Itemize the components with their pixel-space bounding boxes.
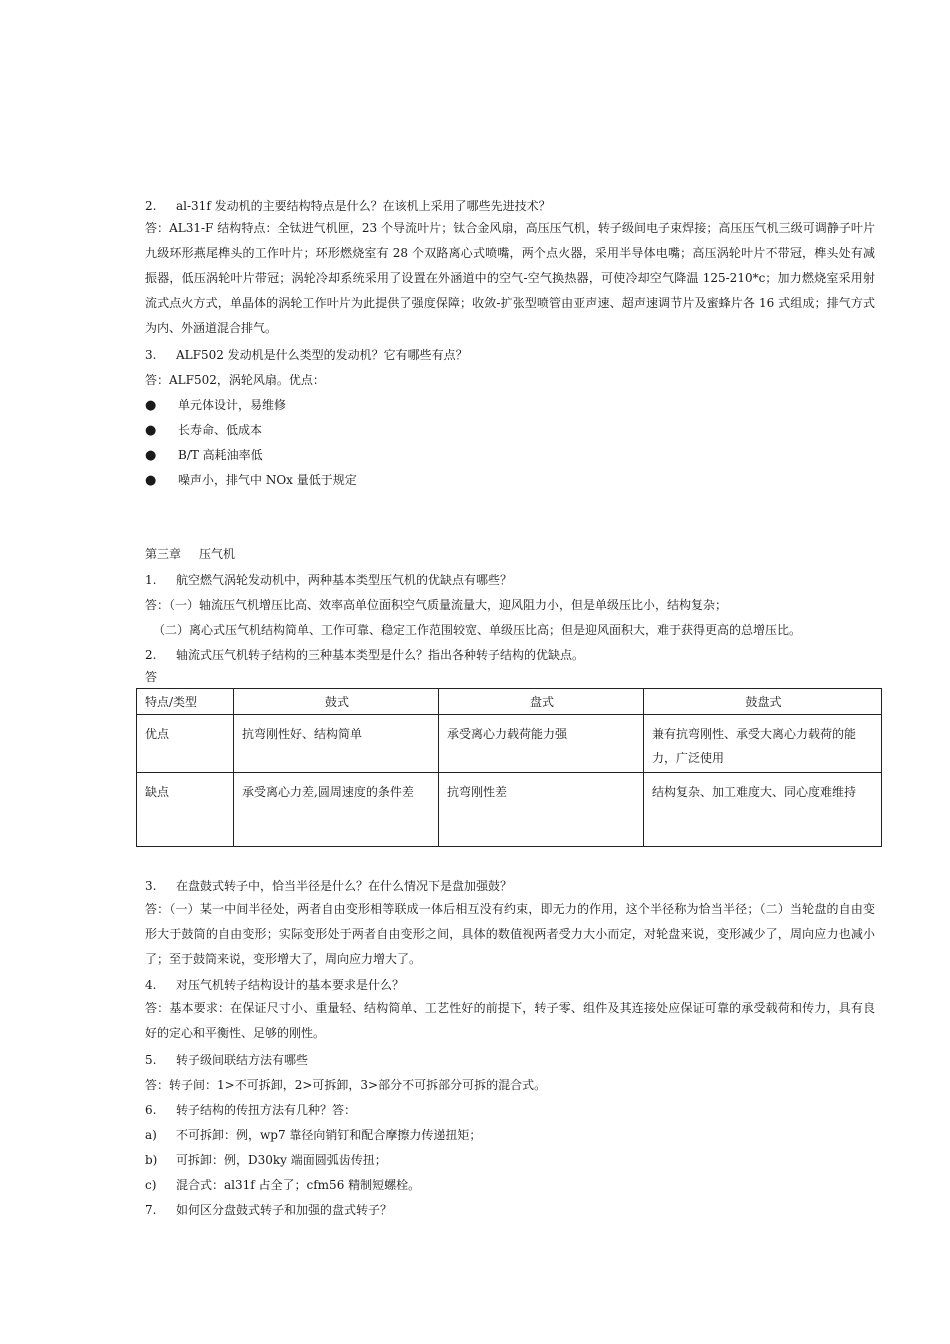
q3-title: ALF502 发动机是什么类型的发动机？它有哪些有点？ bbox=[176, 348, 468, 362]
table-cell: 承受离心力载荷能力强 bbox=[439, 715, 644, 773]
bullet-text: 单元体设计，易维修 bbox=[178, 398, 287, 412]
c7-title: 如何区分盘鼓式转子和加强的盘式转子？ bbox=[176, 1203, 393, 1217]
bullet-item bbox=[145, 472, 875, 489]
list-item bbox=[145, 1177, 875, 1193]
c4-answer: 答：基本要求：在保证尺寸小、重量轻、结构简单、工艺性好的前提下，转子零、组件及其连接处应保证可靠的承受载荷和传力，具有良好的定心和平衡性、足够的刚性。 bbox=[145, 1001, 875, 1040]
table-cell: 抗弯刚性好、结构简单 bbox=[234, 715, 439, 773]
table-cell: 优点 bbox=[137, 715, 234, 773]
list-marker: b) bbox=[145, 1153, 158, 1167]
bullet-item bbox=[145, 397, 875, 414]
list-item bbox=[145, 1127, 875, 1143]
list-marker: a) bbox=[145, 1128, 157, 1142]
bullet-text: 噪声小，排气中 NOx 量低于规定 bbox=[178, 473, 357, 487]
c3-number: 3. bbox=[145, 879, 157, 893]
table-header-row bbox=[137, 689, 882, 715]
table-row-disadvantages bbox=[137, 773, 882, 847]
c1-question bbox=[145, 572, 875, 588]
q2-question bbox=[145, 198, 875, 214]
list-text: 混合式：al31f 占全了；cfm56 精制短螺栓。 bbox=[176, 1178, 421, 1192]
table-header-cell: 鼓式 bbox=[234, 689, 439, 715]
q2-answer: 答：AL31-F 结构特点：全钛进气机匣，23 个导流叶片；钛合金风扇，高压压气机，转子级间电子束焊接；高压压气机三级可调静子叶片九级环形燕尾榫头的工作叶片；环形燃烧室有 28 个双路离心式喷嘴，两个点火器，采用半导体电嘴；高压涡轮叶片不带冠，榫头处有减振器，低压涡轮叶片带冠；涡轮冷却系统采用了设置在外涵道中的空气-空气换热器，可使冷却空气降温 125-210*c；加力燃烧室采用射流式点火方式，单晶体的涡轮工作叶片为此提供了强度保障；收敛-扩张型喷管由亚声速、超声速调节片及蜜蜂片各 16 式组成；排气方式为内、外涵道混合排气。 bbox=[145, 221, 875, 335]
c7-question bbox=[145, 1202, 875, 1218]
c1-answer-b: （二）离心式压气机结构简单、工作可靠、稳定工作范围较宽、单级压比高；但是迎风面积大，难于获得更高的总增压比。 bbox=[153, 623, 802, 637]
bullet-icon: ● bbox=[145, 448, 157, 463]
bullet-text: B/T 高耗油率低 bbox=[178, 448, 263, 462]
c5-title: 转子级间联结方法有哪些 bbox=[176, 1053, 309, 1067]
bullet-icon: ● bbox=[145, 398, 157, 413]
c5-number: 5. bbox=[145, 1053, 157, 1067]
rotor-comparison-table bbox=[136, 688, 882, 847]
table-row-advantages bbox=[137, 715, 882, 773]
list-text: 不可拆卸：例，wp7 靠径向销钉和配合摩擦力传递扭矩； bbox=[176, 1128, 482, 1142]
c3-title: 在盘鼓式转子中，恰当半径是什么？在什么情况下是盘加强鼓？ bbox=[176, 879, 513, 893]
bullet-text: 长寿命、低成本 bbox=[178, 423, 263, 437]
c4-title: 对压气机转子结构设计的基本要求是什么？ bbox=[176, 978, 405, 992]
c5-answer: 答：转子间：1>不可拆卸，2>可拆卸，3>部分不可拆部分可拆的混合式。 bbox=[145, 1078, 547, 1092]
c2-answer: 答 bbox=[145, 670, 158, 684]
c2-number: 2. bbox=[145, 648, 157, 662]
table-cell: 兼有抗弯刚性、承受大离心力载荷的能力，广泛使用 bbox=[644, 715, 882, 773]
list-marker: c) bbox=[145, 1178, 157, 1192]
bullet-icon: ● bbox=[145, 423, 157, 438]
table-cell: 抗弯刚性差 bbox=[439, 773, 644, 847]
chapter-name: 压气机 bbox=[199, 547, 236, 561]
q3-question bbox=[145, 347, 875, 363]
list-item bbox=[145, 1152, 875, 1168]
table-cell: 结构复杂、加工难度大、同心度难维持 bbox=[644, 773, 882, 847]
c1-title: 航空燃气涡轮发动机中，两种基本类型压气机的优缺点有哪些？ bbox=[176, 573, 513, 587]
c1-number: 1. bbox=[145, 573, 157, 587]
bullet-icon: ● bbox=[145, 473, 157, 488]
c1-answer-a: 答：（一）轴流压气机增压比高、效率高单位面积空气质量流量大，迎风阻力小，但是单级压比小，结构复杂； bbox=[145, 598, 728, 612]
list-text: 可拆卸：例，D30ky 端面圆弧齿传扭； bbox=[176, 1153, 387, 1167]
bullet-item bbox=[145, 447, 875, 464]
q2-title: al-31f 发动机的主要结构特点是什么？在该机上采用了哪些先进技术？ bbox=[176, 199, 551, 213]
c6-question bbox=[145, 1102, 875, 1118]
chapter-number: 第三章 bbox=[145, 547, 182, 561]
q3-answer: 答：ALF502，涡轮风扇。优点： bbox=[145, 373, 325, 387]
c4-question bbox=[145, 977, 875, 993]
table-header-cell: 盘式 bbox=[439, 689, 644, 715]
bullet-item bbox=[145, 422, 875, 439]
c6-number: 6. bbox=[145, 1103, 157, 1117]
c7-number: 7. bbox=[145, 1203, 157, 1217]
table-header-cell: 特点/类型 bbox=[137, 689, 234, 715]
c2-question bbox=[145, 647, 875, 663]
table-cell: 承受离心力差,圆周速度的条件差 bbox=[234, 773, 439, 847]
table-header-cell: 鼓盘式 bbox=[644, 689, 882, 715]
chapter-heading bbox=[145, 546, 875, 562]
q3-number: 3. bbox=[145, 348, 157, 362]
c5-question bbox=[145, 1052, 875, 1068]
c3-answer: 答：（一）某一中间半径处，两者自由变形相等联成一体后相互没有约束，即无力的作用，这个半径称为恰当半径；（二）当轮盘的自由变形大于鼓筒的自由变形；实际变形处于两者自由变形之间，具体的数值视两者受力大小而定，对轮盘来说，变形减少了，周向应力也减小了；至于鼓筒来说，变形增大了，周向应力增大了。 bbox=[145, 902, 875, 966]
q2-number: 2. bbox=[145, 199, 157, 213]
c6-title: 转子结构的传扭方法有几种？答： bbox=[176, 1103, 357, 1117]
c3-question bbox=[145, 878, 875, 894]
c2-title: 轴流式压气机转子结构的三种基本类型是什么？指出各种转子结构的优缺点。 bbox=[176, 648, 585, 662]
table-cell: 缺点 bbox=[137, 773, 234, 847]
c4-number: 4. bbox=[145, 978, 157, 992]
